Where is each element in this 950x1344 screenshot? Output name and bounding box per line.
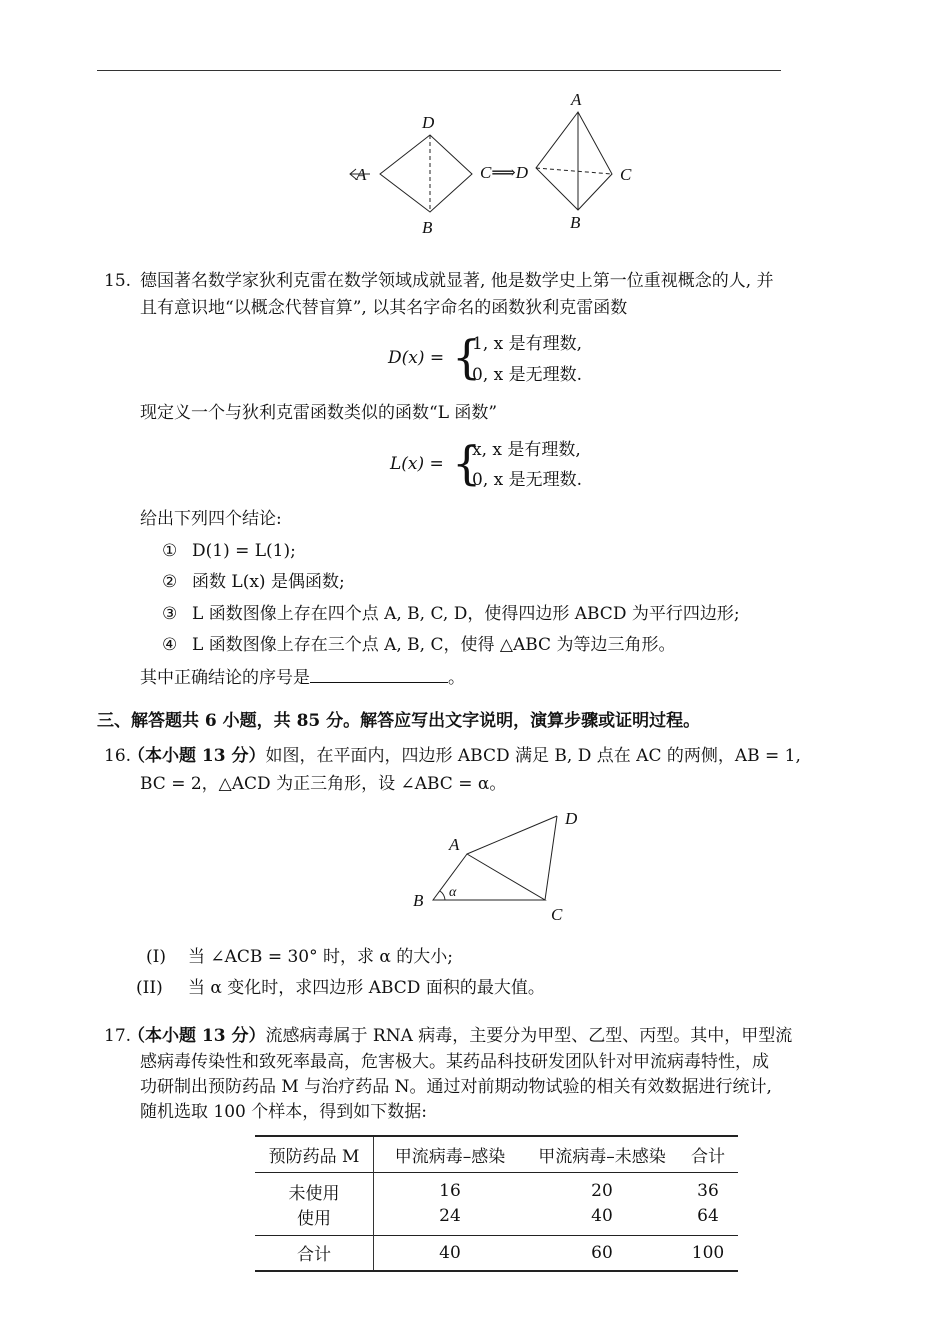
l-case1: x, x 是有理数, (472, 440, 581, 460)
quadrilateral-figure (405, 800, 605, 930)
q16-part1-label: (I) (146, 947, 166, 967)
q17-line4: 随机选取 100 个样本，得到如下数据: (140, 1102, 427, 1122)
q17-points: （本小题 13 分） (128, 1026, 266, 1046)
table-cell: 64 (697, 1206, 719, 1226)
q16-line1 (128, 743, 801, 769)
label-b: B (413, 891, 424, 910)
q15-line3: 现定义一个与狄利克雷函数类似的函数“L 函数” (140, 403, 498, 423)
label-alpha: α (449, 885, 457, 900)
answer-prefix: 其中正确结论的序号是 (140, 668, 310, 688)
table-cell: 未使用 (255, 1172, 374, 1204)
q17-line3: 功研制出预防药品 M 与治疗药品 N。通过对前期动物试验的相关有效数据进行统计, (140, 1077, 772, 1097)
label-d: D (565, 809, 578, 828)
q16-text1: 如图，在平面内，四边形 ABCD 满足 B, D 点在 AC 的两侧，AB = 1, (265, 746, 801, 766)
q17-text1: 流感病毒属于 RNA 病毒，主要分为甲型、乙型、丙型。其中，甲型流 (265, 1026, 793, 1046)
label-right-c: C (620, 165, 632, 184)
table-cell: 20 (591, 1181, 613, 1201)
table-cell: 24 (439, 1206, 461, 1226)
d-function-lhs: D(x) = (388, 348, 445, 368)
conclusion-1-mark: ① (162, 541, 178, 561)
table-row (255, 1172, 738, 1204)
table-cell: 100 (691, 1242, 725, 1263)
d-function-brace: { (452, 330, 482, 384)
segment-ad (467, 816, 557, 854)
table-header: 合计 (691, 1146, 725, 1167)
answer-blank[interactable] (310, 664, 448, 683)
table-total-row (255, 1235, 738, 1271)
label-top-a: A (571, 90, 582, 109)
table-header: 甲流病毒–感染 (394, 1146, 506, 1167)
q16-line2: BC = 2，△ACD 为正三角形，设 ∠ABC = α。 (140, 774, 507, 794)
table-cell: 36 (697, 1181, 719, 1201)
q15-number: 15. (104, 271, 132, 291)
l-function-lhs: L(x) = (390, 454, 444, 474)
label-left-b: B (422, 218, 433, 237)
q16-part2: 当 α 变化时，求四边形 ABCD 面积的最大值。 (188, 978, 545, 998)
q16-part1: 当 ∠ACB = 30° 时，求 α 的大小; (188, 947, 454, 967)
table-cell: 合计 (255, 1235, 374, 1271)
fold-diagram (340, 88, 650, 240)
label-bottom-b: B (570, 213, 581, 232)
conclusion-1: D(1) = L(1); (192, 541, 296, 561)
table-row (255, 1204, 738, 1236)
table-cell: 60 (591, 1242, 613, 1263)
conclusion-4: L 函数图像上存在三个点 A, B, C，使得 △ABC 为等边三角形。 (192, 635, 676, 655)
table-cell: 使用 (255, 1204, 374, 1236)
label-c: C (551, 905, 563, 924)
table-header-row (255, 1136, 738, 1172)
q17-number: 17. (104, 1026, 132, 1046)
label-a: A (449, 835, 460, 854)
l-case2: 0, x 是无理数. (472, 470, 583, 490)
table-cell: 40 (591, 1206, 613, 1226)
table-cell: 16 (439, 1181, 461, 1201)
conclusion-3: L 函数图像上存在四个点 A, B, C, D，使得四边形 ABCD 为平行四边形; (192, 604, 740, 624)
label-left-a: A (356, 165, 367, 184)
d-case1: 1, x 是有理数, (472, 334, 583, 354)
q16-part2-label: (II) (136, 978, 163, 998)
table-cell: 40 (439, 1242, 461, 1263)
q17-line2: 感病毒传染性和致死率最高，危害极大。某药品科技研发团队针对甲流病毒特性，成 (140, 1052, 769, 1072)
label-left-d: D (422, 113, 435, 132)
l-function-brace: { (452, 436, 482, 490)
answer-suffix: 。 (448, 668, 465, 688)
q15-line1: 德国著名数学家狄利克雷在数学领域成就显著, 他是数学史上第一位重视概念的人, 并 (140, 271, 774, 291)
label-mid: C⟹D (480, 163, 528, 182)
q15-line4: 给出下列四个结论: (140, 509, 282, 529)
left-rhombus (380, 135, 472, 212)
conclusion-4-mark: ④ (162, 635, 178, 655)
q16-points: （本小题 13 分） (128, 746, 266, 766)
section3-heading: 三、解答题共 6 小题，共 85 分。解答应写出文字说明，演算步骤或证明过程。 (97, 711, 701, 731)
data-table (255, 1135, 738, 1272)
q15-answer-line (140, 664, 465, 691)
conclusion-2: 函数 L(x) 是偶函数; (192, 572, 345, 592)
q17-line1 (128, 1023, 792, 1049)
header-rule (97, 70, 781, 71)
right-tetra (536, 112, 612, 210)
table-header: 甲流病毒–未感染 (538, 1146, 666, 1167)
table-header: 预防药品 M (255, 1136, 374, 1172)
segment-dc (545, 816, 557, 900)
q15-line2: 且有意识地“以概念代替盲算”, 以其名字命名的函数狄利克雷函数 (140, 298, 628, 318)
angle-arc (440, 891, 445, 900)
conclusion-2-mark: ② (162, 572, 178, 592)
q16-number: 16. (104, 746, 132, 766)
conclusion-3-mark: ③ (162, 604, 178, 624)
d-case2: 0, x 是无理数. (472, 365, 583, 385)
